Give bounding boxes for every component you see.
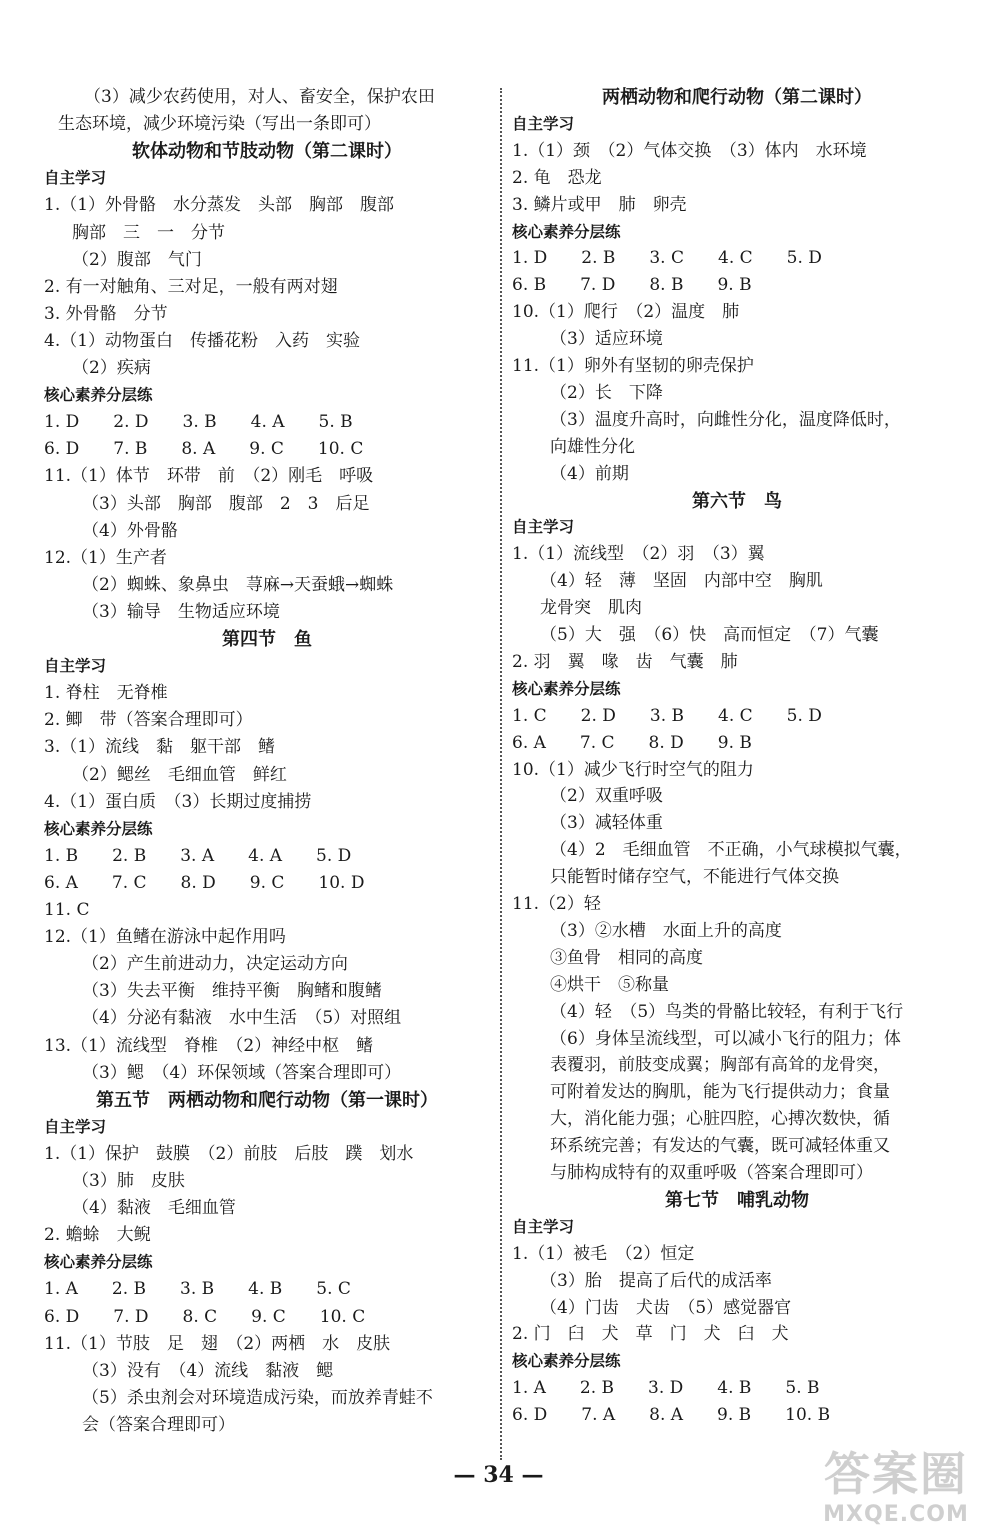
answer-line: 12.（1）生产者 xyxy=(44,547,167,568)
answer-line: 11.（1）体节 环带 前 （2）刚毛 呼吸 xyxy=(44,466,374,487)
answer-line: （3）头部 胸部 腹部 2 3 后足 xyxy=(82,493,370,514)
answer-line: 6. D 7. D 8. C 9. C 10. C xyxy=(44,1306,366,1327)
answer-line: 与肺构成特有的双重呼吸（答案合理即可） xyxy=(550,1163,873,1183)
answer-line: （4）轻 薄 坚固 内部中空 胸肌 xyxy=(540,571,823,592)
subsection-label: 核心素养分层练 xyxy=(512,679,621,698)
answer-line: 1.（1）流线型 （2）羽 （3）翼 xyxy=(512,544,765,565)
answer-line: 11.（1）节肢 足 翅 （2）两栖 水 皮肤 xyxy=(44,1333,391,1354)
answer-line: 大，消化能力强；心脏四腔，心搏次数快，循 xyxy=(550,1109,890,1130)
answer-line: （3）减少农药使用，对人、畜安全，保护农田 xyxy=(84,87,435,107)
answer-line: 6. A 7. C 8. D 9. C 10. D xyxy=(44,872,365,893)
subsection-label: 核心素养分层练 xyxy=(44,819,153,838)
answer-line: 1. B 2. B 3. A 4. A 5. D xyxy=(44,845,352,866)
subsection-label: 自主学习 xyxy=(44,657,107,676)
answer-line: （3）鳃 （4）环保领域（答案合理即可） xyxy=(82,1062,402,1083)
answer-line: 表覆羽，前肢变成翼；胸部有高耸的龙骨突， xyxy=(550,1055,890,1076)
subsection-label: 核心素养分层练 xyxy=(512,222,621,241)
answer-line: 3.（1）流线 黏 躯干部 鳍 xyxy=(44,737,276,758)
answer-line: 11. C xyxy=(44,900,90,920)
section-heading: 第七节 哺乳动物 xyxy=(665,1189,809,1211)
answer-line: 可附着发达的胸肌，能为飞行提供动力；食量 xyxy=(550,1082,890,1103)
answer-line: 胸部 三 一 分节 xyxy=(72,222,225,243)
answer-line: （5）杀虫剂会对环境造成污染，而放养青蛙不 xyxy=(82,1387,433,1408)
answer-line: 6. D 7. B 8. A 9. C 10. C xyxy=(44,439,364,460)
answer-line: ④烘干 ⑤称量 xyxy=(550,974,669,995)
answer-line: 6. D 7. A 8. A 9. B 10. B xyxy=(512,1405,831,1426)
column-divider xyxy=(500,88,502,1460)
answer-line: 2. 蟾蜍 大鲵 xyxy=(44,1225,151,1246)
answer-line: （6）身体呈流线型，可以减小飞行的阻力；体 xyxy=(550,1028,901,1049)
answer-line: （3）胎 提高了后代的成活率 xyxy=(540,1270,772,1291)
answer-line: （4）前期 xyxy=(550,463,629,484)
subsection-label: 自主学习 xyxy=(512,114,575,133)
answer-line: 10.（1）减少飞行时空气的阻力 xyxy=(512,759,754,780)
page-number: — 34 — xyxy=(453,1462,544,1488)
answer-line: 1.（1）外骨骼 水分蒸发 头部 胸部 腹部 xyxy=(44,195,395,216)
answer-line: 2. 鲫 带（答案合理即可） xyxy=(44,710,253,731)
answer-line: 1.（1）颈 （2）气体交换 （3）体内 水环境 xyxy=(512,140,867,161)
subsection-label: 核心素养分层练 xyxy=(512,1352,621,1371)
answer-line: 2. 羽 翼 喙 齿 气囊 肺 xyxy=(512,651,738,672)
subsection-label: 自主学习 xyxy=(44,169,107,188)
answer-line: 4.（1）蛋白质 （3）长期过度捕捞 xyxy=(44,791,312,812)
answer-line: （5）大 强 （6）快 高而恒定 （7）气囊 xyxy=(540,625,879,645)
subsection-label: 自主学习 xyxy=(512,518,575,537)
answer-line: 1. D 2. D 3. B 4. A 5. B xyxy=(44,412,353,433)
answer-line: （2）疾病 xyxy=(72,358,151,378)
answer-line: 3. 外骨骼 分节 xyxy=(44,303,168,324)
answer-line: （2）双重呼吸 xyxy=(550,786,663,807)
answer-line: （2）蜘蛛、象鼻虫 荨麻→天蚕蛾→蜘蛛 xyxy=(82,574,394,595)
answer-line: （3）②水槽 水面上升的高度 xyxy=(550,920,782,941)
answer-line: 2. 有一对触角、三对足，一般有两对翅 xyxy=(44,276,338,297)
answer-line: 1. A 2. B 3. D 4. B 5. B xyxy=(512,1378,820,1399)
answer-line: 2. 门 臼 犬 草 门 犬 臼 犬 xyxy=(512,1324,789,1345)
answer-line: （4）黏液 毛细血管 xyxy=(72,1198,236,1219)
answer-line: （3）没有 （4）流线 黏液 鳃 xyxy=(82,1360,334,1381)
answer-line: （4）门齿 犬齿 （5）感觉器官 xyxy=(540,1297,792,1318)
watermark-logo-text: 答案圈 xyxy=(824,1447,968,1501)
answer-line: 10.（1）爬行 （2）温度 肺 xyxy=(512,302,740,323)
section-heading: 两栖动物和爬行动物（第二课时） xyxy=(602,87,872,108)
answer-line: ③鱼骨 相同的高度 xyxy=(550,947,703,968)
section-heading: 第五节 两栖动物和爬行动物（第一课时） xyxy=(96,1089,438,1111)
section-heading: 软体动物和节肢动物（第二课时） xyxy=(132,141,402,163)
answer-line: （2）腹部 气门 xyxy=(72,249,202,270)
answer-line: （4）轻 （5）鸟类的骨骼比较轻，有利于飞行 xyxy=(550,1001,904,1022)
answer-line: （4）分泌有黏液 水中生活 （5）对照组 xyxy=(82,1008,402,1029)
answer-line: 13.（1）流线型 脊椎 （2）神经中枢 鳍 xyxy=(44,1035,374,1056)
subsection-label: 核心素养分层练 xyxy=(44,1253,153,1272)
answer-line: （3）温度升高时，向雌性分化，温度降低时， xyxy=(550,409,901,430)
answer-line: 1.（1）保护 鼓膜 （2）前肢 后肢 蹼 划水 xyxy=(44,1143,414,1164)
section-heading: 第四节 鱼 xyxy=(222,629,312,650)
answer-line: 1. 脊柱 无脊椎 xyxy=(44,683,168,704)
answer-line: 11.（1）卵外有坚韧的卵壳保护 xyxy=(512,356,754,376)
answer-line: （2）鳃丝 毛细血管 鲜红 xyxy=(72,764,287,785)
watermark-url: MXQE.COM xyxy=(823,1502,969,1527)
answer-line: （3）适应环境 xyxy=(550,329,663,350)
answer-line: 向雄性分化 xyxy=(550,436,635,457)
answer-line: 1. A 2. B 3. B 4. B 5. C xyxy=(44,1279,351,1300)
subsection-label: 核心素养分层练 xyxy=(44,386,153,405)
answer-line: 1. C 2. D 3. B 4. C 5. D xyxy=(512,705,822,726)
answer-line: 11.（2）轻 xyxy=(512,894,601,914)
answer-line: （2）产生前进动力，决定运动方向 xyxy=(82,954,348,975)
answer-line: 6. B 7. D 8. B 9. B xyxy=(512,275,752,296)
answer-line: 1.（1）被毛 （2）恒定 xyxy=(512,1243,695,1264)
answer-line: （3）肺 皮肤 xyxy=(72,1171,185,1191)
answer-line: 环系统完善；有发达的气囊，既可减轻体重又 xyxy=(550,1136,890,1157)
answer-line: 3. 鳞片或甲 肺 卵壳 xyxy=(512,194,687,215)
answer-line: 4.（1）动物蛋白 传播花粉 入药 实验 xyxy=(44,330,361,351)
subsection-label: 自主学习 xyxy=(512,1217,575,1236)
answer-line: （3）减轻体重 xyxy=(550,813,663,834)
answer-line: 6. A 7. C 8. D 9. B xyxy=(512,732,752,753)
section-heading: 第六节 鸟 xyxy=(692,490,782,512)
answer-line: （4）外骨骼 xyxy=(82,520,178,541)
watermark-logo xyxy=(801,1446,991,1534)
answer-line: 龙骨突 肌肉 xyxy=(540,598,642,619)
answer-line: （2）长 下降 xyxy=(550,382,663,403)
answer-line: 12.（1）鱼鳍在游泳中起作用吗 xyxy=(44,927,286,948)
answer-line: 2. 龟 恐龙 xyxy=(512,167,602,188)
answer-line: （3）失去平衡 维持平衡 胸鳍和腹鳍 xyxy=(82,981,382,1002)
answer-line: 会（答案合理即可） xyxy=(82,1414,235,1435)
answer-line: 1. D 2. B 3. C 4. C 5. D xyxy=(512,248,822,269)
answer-line: （3）输导 生物适应环境 xyxy=(82,601,280,622)
subsection-label: 自主学习 xyxy=(44,1117,107,1136)
answer-line: （4）2 毛细血管 不正确，小气球模拟气囊， xyxy=(550,840,912,861)
answer-line: 只能暂时储存空气，不能进行气体交换 xyxy=(550,867,839,888)
answer-line: 生态环境，减少环境污染（写出一条即可） xyxy=(58,114,381,135)
